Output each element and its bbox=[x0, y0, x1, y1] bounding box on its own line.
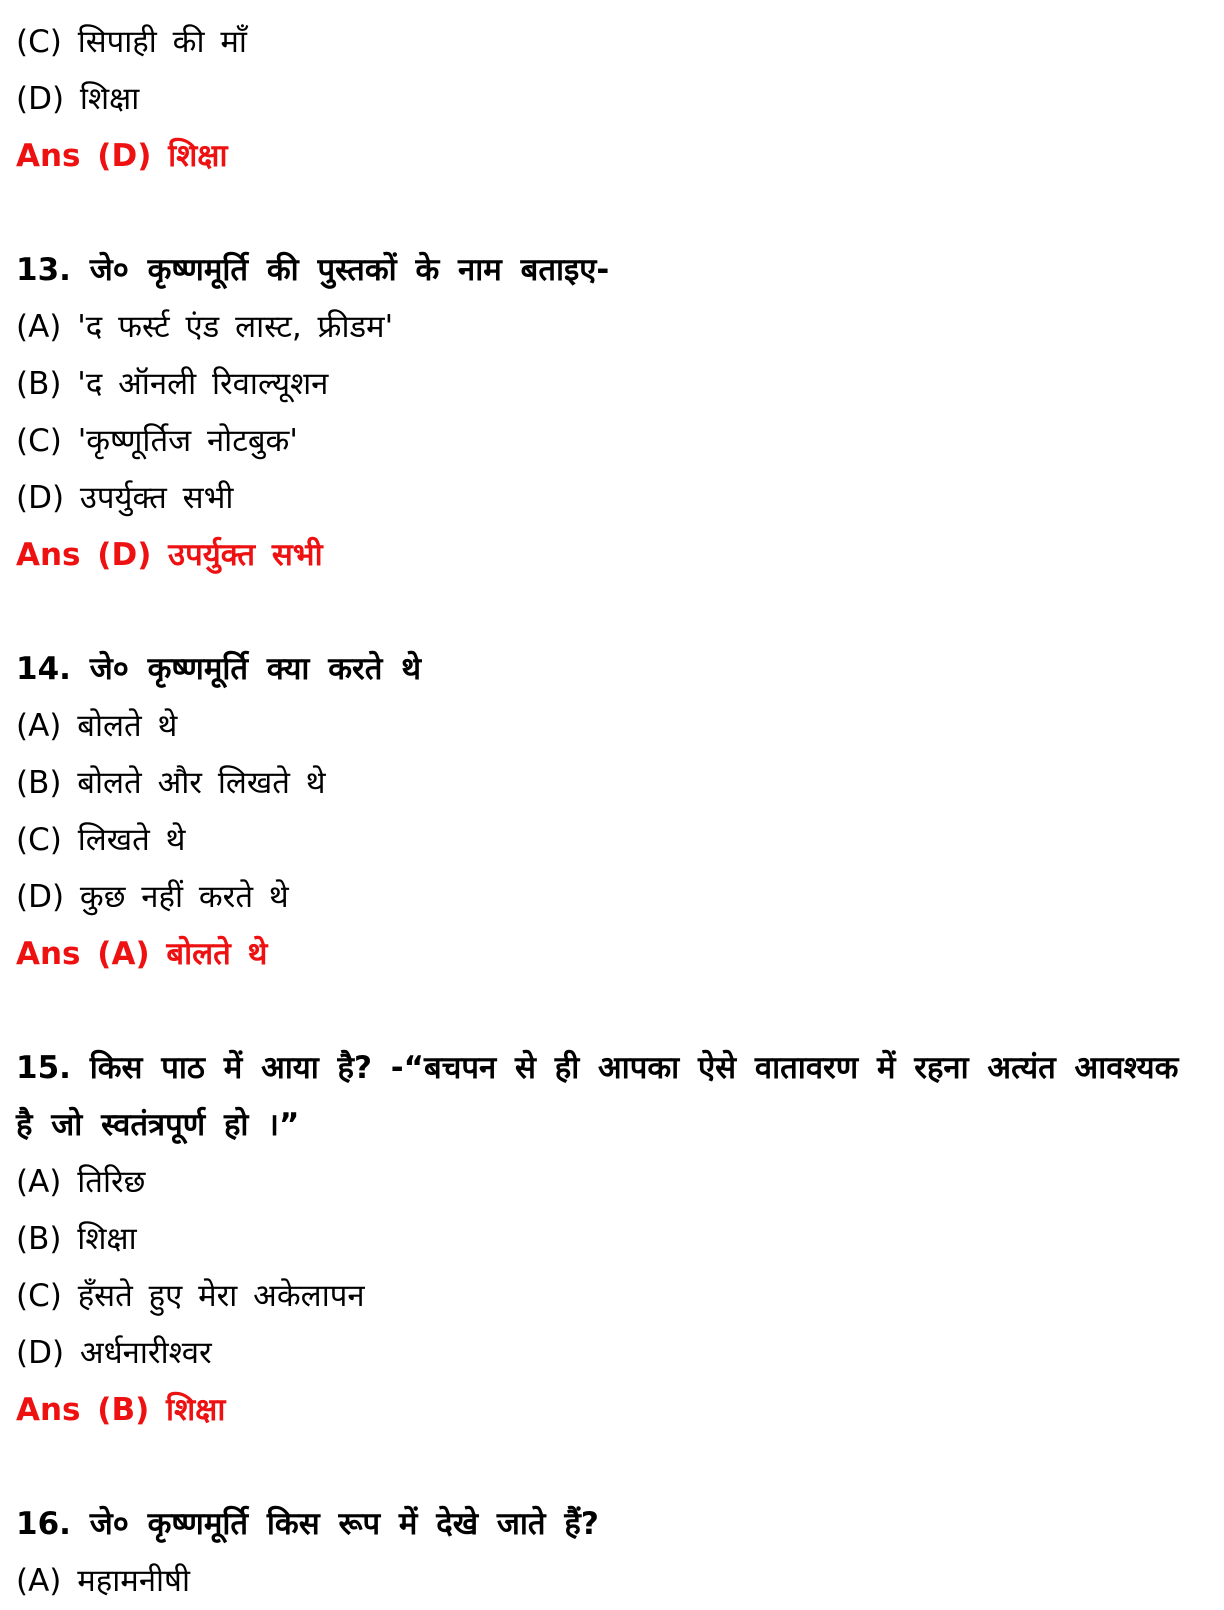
option-a: (A) महामनीषी bbox=[16, 1563, 190, 1599]
answer: Ans (D) उपर्युक्त सभी bbox=[16, 537, 323, 573]
option-b: (B) शिक्षा bbox=[16, 1221, 137, 1257]
question-13 bbox=[16, 242, 1206, 584]
answer: Ans (D) शिक्षा bbox=[16, 138, 228, 174]
option-d: (D) कुछ नहीं करते थे bbox=[16, 879, 289, 915]
question-14 bbox=[16, 641, 1206, 983]
question-text: 15. किस पाठ में आया है? -“बचपन से ही आपका ऐसे वातावरण में रहना अत्यंत आवश्यक है जो स्वतंत्रपूर्ण हो ।” bbox=[16, 1050, 1179, 1143]
spacer bbox=[16, 983, 1206, 1040]
question-text: 16. जे० कृष्णमूर्ति किस रूप में देखे जाते हैं? bbox=[16, 1506, 599, 1542]
option-c: (C) 'कृष्णूर्तिज नोटबुक' bbox=[16, 423, 298, 459]
option-b: (B) 'द ऑनली रिवाल्यूशन bbox=[16, 366, 329, 402]
option-a: (A) बोलते थे bbox=[16, 708, 178, 744]
spacer bbox=[16, 584, 1206, 641]
question-15 bbox=[16, 1040, 1206, 1439]
option-a: (A) 'द फर्स्ट एंड लास्ट, फ्रीडम' bbox=[16, 309, 394, 345]
answer: Ans (B) शिक्षा bbox=[16, 1392, 226, 1428]
question-16 bbox=[16, 1496, 1206, 1610]
spacer bbox=[16, 1439, 1206, 1496]
option-a: (A) तिरिछ bbox=[16, 1164, 146, 1200]
option-b: (B) बोलते और लिखते थे bbox=[16, 765, 326, 801]
option-c: (C) हँसते हुए मेरा अकेलापन bbox=[16, 1278, 365, 1314]
spacer bbox=[16, 185, 1206, 242]
question-12-tail bbox=[16, 14, 1206, 185]
option-d: (D) अर्धनारीश्वर bbox=[16, 1335, 212, 1371]
question-text: 14. जे० कृष्णमूर्ति क्या करते थे bbox=[16, 651, 421, 687]
option-d: (D) उपर्युक्त सभी bbox=[16, 480, 234, 516]
option-c: (C) सिपाही की माँ bbox=[16, 24, 247, 60]
option-c: (C) लिखते थे bbox=[16, 822, 186, 858]
mcq-page bbox=[16, 14, 1206, 1610]
option-d: (D) शिक्षा bbox=[16, 81, 140, 117]
answer: Ans (A) बोलते थे bbox=[16, 936, 268, 972]
question-text: 13. जे० कृष्णमूर्ति की पुस्तकों के नाम बताइए- bbox=[16, 252, 610, 288]
